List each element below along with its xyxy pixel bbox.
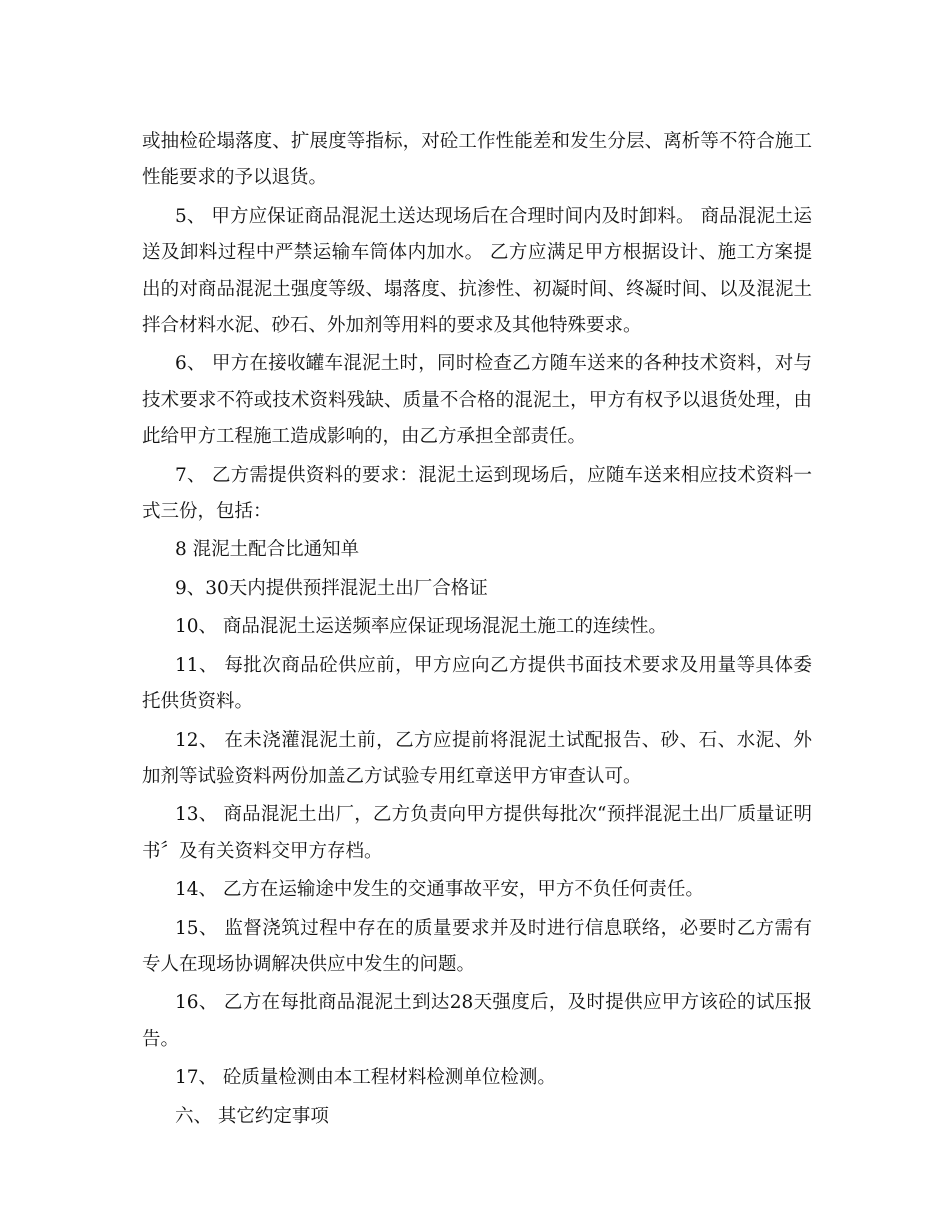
- clause-10: 10、 商品混泥土运送频率应保证现场混泥土施工的连续性。: [175, 616, 667, 638]
- clause-17: 17、 砼质量检测由本工程材料检测单位检测。: [175, 1067, 556, 1089]
- clause-15: 15、 监督浇筑过程中存在的质量要求并及时进行信息联络，必要时乙方需有专人在现场协调解决供应中发生的问题。: [142, 917, 812, 975]
- clause-9: 9、30天内提供预拌混泥土出厂合格证: [175, 577, 488, 599]
- clause-12: 12、 在未浇灌混泥土前，乙方应提前将混泥土试配报告、砂、石、水泥、外加剂等试验资料两份加盖乙方试验专用红章送甲方审查认可。: [142, 729, 812, 787]
- clause-6: 6、 甲方在接收罐车混泥土时，同时检查乙方随车送来的各种技术资料，对与技术要求不符或技术资料残缺、质量不合格的混泥土，甲方有权予以退货处理，由此给甲方工程施工造成影响的，由乙方承担全部责任。: [142, 353, 812, 448]
- clause-5: 5、 甲方应保证商品混泥土送达现场后在合理时间内及时卸料。 商品混泥土运送及卸料过程中严禁运输车筒体内加水。 乙方应满足甲方根据设计、施工方案提出的对商品混泥土强度等级、塌落度、抗渗性、初凝时间、终凝时间、以及混泥土拌合材料水泥、砂石、外加剂等用料的要求及其他特殊要求。: [142, 205, 812, 337]
- document-body: [142, 124, 812, 1137]
- clause-7: 7、 乙方需提供资料的要求：混泥土运到现场后，应随车送来相应技术资料一式三份，包括：: [142, 464, 812, 523]
- section-heading-6: 六、 其它约定事项: [175, 1105, 329, 1127]
- clause-11: 11、 每批次商品砼供应前，甲方应向乙方提供书面技术要求及用量等具体委托供货资料。: [142, 654, 812, 713]
- clause-16: 16、 乙方在每批商品混泥土到达28天强度后，及时提供应甲方该砼的试压报告。: [142, 992, 812, 1050]
- clause-14: 14、 乙方在运输途中发生的交通事故平安，甲方不负任何责任。: [175, 879, 704, 901]
- clause-13: 13、 商品混泥土出厂，乙方负责向甲方提供每批次“预拌混泥土出厂质量证明书〞及有关资料交甲方存档。: [142, 804, 812, 862]
- clause-8: 8 混泥土配合比通知单: [175, 539, 360, 561]
- paragraph-continuation: 或抽检砼塌落度、扩展度等指标，对砼工作性能差和发生分层、离析等不符合施工性能要求的予以退货。: [142, 131, 812, 189]
